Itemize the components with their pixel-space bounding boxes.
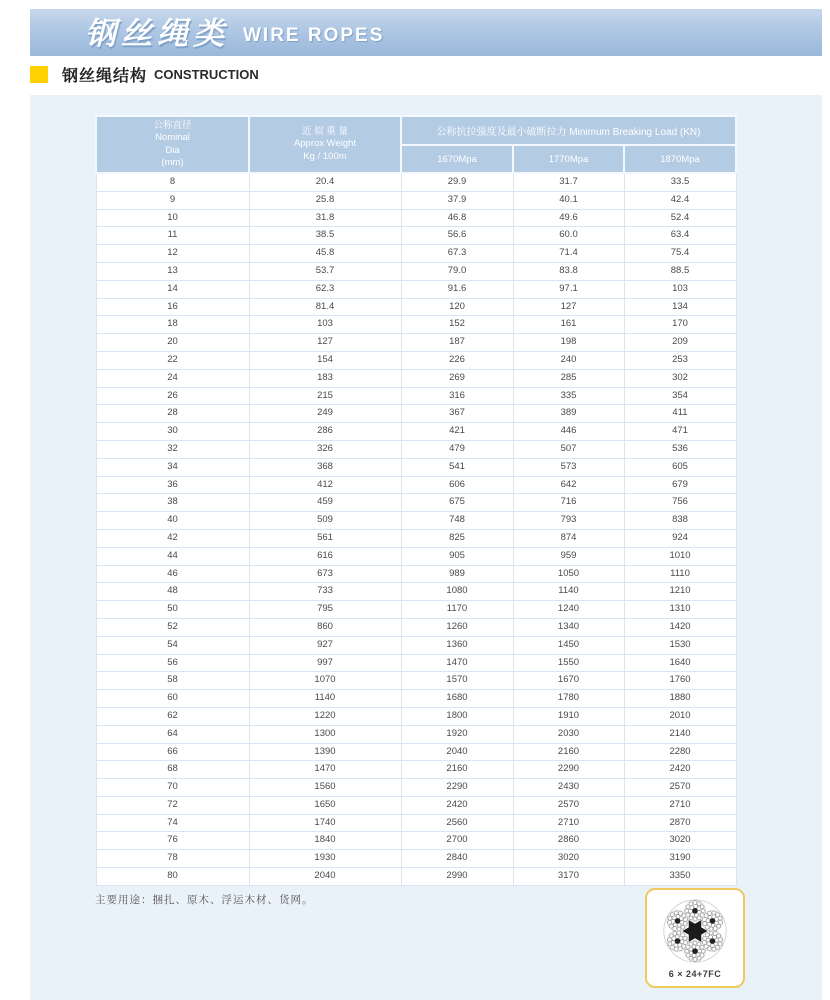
- table-row: [96, 298, 736, 316]
- cell-mbl-1770: 2290: [513, 761, 624, 779]
- cell-nominal-dia: 16: [96, 298, 249, 316]
- cell-nominal-dia: 36: [96, 476, 249, 494]
- cell-mbl-1770: 60.0: [513, 227, 624, 245]
- table-row: [96, 209, 736, 227]
- cell-mbl-1870: 1110: [624, 565, 736, 583]
- cell-mbl-1770: 642: [513, 476, 624, 494]
- cell-mbl-1870: 3190: [624, 850, 736, 868]
- cell-nominal-dia: 30: [96, 423, 249, 441]
- table-row: [96, 423, 736, 441]
- cell-nominal-dia: 18: [96, 316, 249, 334]
- cell-mbl-1870: 1640: [624, 654, 736, 672]
- cell-mbl-1770: 1450: [513, 636, 624, 654]
- cell-mbl-1770: 49.6: [513, 209, 624, 227]
- cell-mbl-1670: 989: [401, 565, 513, 583]
- cell-mbl-1670: 120: [401, 298, 513, 316]
- cell-approx-weight: 1840: [249, 832, 401, 850]
- cell-mbl-1670: 187: [401, 334, 513, 352]
- cell-approx-weight: 509: [249, 512, 401, 530]
- cell-mbl-1670: 675: [401, 494, 513, 512]
- cell-mbl-1770: 1780: [513, 690, 624, 708]
- cell-mbl-1870: 838: [624, 512, 736, 530]
- cell-mbl-1870: 605: [624, 458, 736, 476]
- cell-mbl-1670: 2840: [401, 850, 513, 868]
- table-row: [96, 707, 736, 725]
- page-title-chinese: 钢丝绳类: [85, 16, 229, 51]
- cell-nominal-dia: 44: [96, 547, 249, 565]
- table-row: [96, 529, 736, 547]
- cell-mbl-1870: 42.4: [624, 191, 736, 209]
- cell-approx-weight: 860: [249, 618, 401, 636]
- cell-nominal-dia: 8: [96, 173, 249, 191]
- cell-mbl-1870: 1420: [624, 618, 736, 636]
- page-banner: [30, 9, 822, 56]
- cell-mbl-1870: 52.4: [624, 209, 736, 227]
- table-row: [96, 316, 736, 334]
- cell-nominal-dia: 52: [96, 618, 249, 636]
- cell-mbl-1870: 75.4: [624, 245, 736, 263]
- table-row: [96, 636, 736, 654]
- table-row: [96, 690, 736, 708]
- cell-mbl-1870: 536: [624, 440, 736, 458]
- cell-approx-weight: 1140: [249, 690, 401, 708]
- table-row: [96, 512, 736, 530]
- cell-mbl-1870: 2420: [624, 761, 736, 779]
- cell-mbl-1670: 2990: [401, 868, 513, 886]
- cell-mbl-1770: 507: [513, 440, 624, 458]
- cell-approx-weight: 127: [249, 334, 401, 352]
- cell-nominal-dia: 20: [96, 334, 249, 352]
- cell-approx-weight: 1650: [249, 796, 401, 814]
- cell-mbl-1670: 46.8: [401, 209, 513, 227]
- cell-approx-weight: 997: [249, 654, 401, 672]
- cell-mbl-1670: 316: [401, 387, 513, 405]
- table-row: [96, 868, 736, 886]
- cell-mbl-1670: 56.6: [401, 227, 513, 245]
- cell-mbl-1870: 2870: [624, 814, 736, 832]
- cell-mbl-1670: 226: [401, 351, 513, 369]
- cell-mbl-1770: 2570: [513, 796, 624, 814]
- cell-mbl-1670: 367: [401, 405, 513, 423]
- cell-nominal-dia: 11: [96, 227, 249, 245]
- cell-mbl-1670: 1920: [401, 725, 513, 743]
- cell-approx-weight: 1220: [249, 707, 401, 725]
- cell-mbl-1770: 161: [513, 316, 624, 334]
- rope-construction-box: [645, 888, 745, 988]
- cell-mbl-1670: 91.6: [401, 280, 513, 298]
- cell-mbl-1870: 924: [624, 529, 736, 547]
- cell-mbl-1770: 3170: [513, 868, 624, 886]
- cell-nominal-dia: 13: [96, 262, 249, 280]
- cell-nominal-dia: 58: [96, 672, 249, 690]
- cell-mbl-1670: 79.0: [401, 262, 513, 280]
- cell-approx-weight: 62.3: [249, 280, 401, 298]
- cell-mbl-1870: 253: [624, 351, 736, 369]
- cell-mbl-1770: 716: [513, 494, 624, 512]
- cell-nominal-dia: 40: [96, 512, 249, 530]
- table-header: [96, 116, 736, 173]
- cell-mbl-1770: 2860: [513, 832, 624, 850]
- cell-mbl-1670: 2560: [401, 814, 513, 832]
- cell-nominal-dia: 48: [96, 583, 249, 601]
- cell-mbl-1770: 40.1: [513, 191, 624, 209]
- cell-nominal-dia: 24: [96, 369, 249, 387]
- cell-mbl-1770: 874: [513, 529, 624, 547]
- cell-mbl-1870: 2140: [624, 725, 736, 743]
- cell-approx-weight: 616: [249, 547, 401, 565]
- table-row: [96, 814, 736, 832]
- cell-approx-weight: 25.8: [249, 191, 401, 209]
- cell-mbl-1770: 2160: [513, 743, 624, 761]
- cell-mbl-1870: 354: [624, 387, 736, 405]
- cell-mbl-1770: 83.8: [513, 262, 624, 280]
- cell-mbl-1670: 1800: [401, 707, 513, 725]
- table-row: [96, 476, 736, 494]
- table-row: [96, 601, 736, 619]
- cell-nominal-dia: 68: [96, 761, 249, 779]
- cell-mbl-1770: 1670: [513, 672, 624, 690]
- cell-approx-weight: 45.8: [249, 245, 401, 263]
- cell-mbl-1770: 71.4: [513, 245, 624, 263]
- cell-mbl-1770: 240: [513, 351, 624, 369]
- cell-nominal-dia: 78: [96, 850, 249, 868]
- table-row: [96, 458, 736, 476]
- cell-approx-weight: 368: [249, 458, 401, 476]
- cell-mbl-1770: 198: [513, 334, 624, 352]
- cell-mbl-1670: 479: [401, 440, 513, 458]
- column-header-1870mpa: 1870Mpa: [624, 145, 736, 173]
- cell-nominal-dia: 28: [96, 405, 249, 423]
- table-row: [96, 351, 736, 369]
- cell-mbl-1670: 905: [401, 547, 513, 565]
- cell-mbl-1670: 748: [401, 512, 513, 530]
- column-header-nominal-dia: 公称直径 Nominal Dia (mm): [96, 116, 249, 173]
- cell-mbl-1870: 63.4: [624, 227, 736, 245]
- table-row: [96, 494, 736, 512]
- cell-nominal-dia: 54: [96, 636, 249, 654]
- table-row: [96, 779, 736, 797]
- cell-nominal-dia: 46: [96, 565, 249, 583]
- table-row: [96, 761, 736, 779]
- table-row: [96, 743, 736, 761]
- cell-mbl-1870: 679: [624, 476, 736, 494]
- cell-mbl-1770: 1910: [513, 707, 624, 725]
- cell-mbl-1670: 37.9: [401, 191, 513, 209]
- cell-approx-weight: 38.5: [249, 227, 401, 245]
- table-row: [96, 369, 736, 387]
- cell-mbl-1870: 1310: [624, 601, 736, 619]
- cell-approx-weight: 673: [249, 565, 401, 583]
- cell-mbl-1670: 2290: [401, 779, 513, 797]
- cell-mbl-1770: 1340: [513, 618, 624, 636]
- table-row: [96, 583, 736, 601]
- cell-approx-weight: 1390: [249, 743, 401, 761]
- cell-nominal-dia: 56: [96, 654, 249, 672]
- cell-mbl-1770: 1240: [513, 601, 624, 619]
- column-header-1670mpa: 1670Mpa: [401, 145, 513, 173]
- cell-mbl-1870: 2010: [624, 707, 736, 725]
- cell-mbl-1670: 1170: [401, 601, 513, 619]
- cell-mbl-1870: 411: [624, 405, 736, 423]
- cell-mbl-1770: 573: [513, 458, 624, 476]
- cell-nominal-dia: 74: [96, 814, 249, 832]
- table-row: [96, 654, 736, 672]
- cell-mbl-1870: 756: [624, 494, 736, 512]
- cell-mbl-1670: 29.9: [401, 173, 513, 191]
- cell-approx-weight: 1070: [249, 672, 401, 690]
- cell-nominal-dia: 34: [96, 458, 249, 476]
- cell-approx-weight: 154: [249, 351, 401, 369]
- cell-approx-weight: 459: [249, 494, 401, 512]
- table-row: [96, 725, 736, 743]
- section-title-english: CONSTRUCTION: [154, 66, 259, 82]
- cell-mbl-1870: 3350: [624, 868, 736, 886]
- cell-mbl-1870: 1530: [624, 636, 736, 654]
- cell-mbl-1870: 1210: [624, 583, 736, 601]
- cell-mbl-1670: 1570: [401, 672, 513, 690]
- section-title-chinese: 钢丝绳结构: [62, 67, 148, 85]
- cell-approx-weight: 927: [249, 636, 401, 654]
- cell-mbl-1670: 67.3: [401, 245, 513, 263]
- cell-approx-weight: 183: [249, 369, 401, 387]
- rope-construction-caption: 6 × 24+7FC: [668, 969, 722, 979]
- cell-mbl-1670: 1080: [401, 583, 513, 601]
- cell-nominal-dia: 64: [96, 725, 249, 743]
- table-row: [96, 440, 736, 458]
- cell-mbl-1770: 335: [513, 387, 624, 405]
- cell-approx-weight: 81.4: [249, 298, 401, 316]
- cell-mbl-1870: 209: [624, 334, 736, 352]
- table-row: [96, 405, 736, 423]
- cell-mbl-1770: 1140: [513, 583, 624, 601]
- cell-mbl-1870: 134: [624, 298, 736, 316]
- table-body: [96, 173, 736, 885]
- cell-mbl-1870: 88.5: [624, 262, 736, 280]
- cell-approx-weight: 1470: [249, 761, 401, 779]
- table-row: [96, 280, 736, 298]
- cell-nominal-dia: 42: [96, 529, 249, 547]
- cell-approx-weight: 795: [249, 601, 401, 619]
- table-row: [96, 618, 736, 636]
- cell-mbl-1770: 446: [513, 423, 624, 441]
- cell-approx-weight: 31.8: [249, 209, 401, 227]
- cell-nominal-dia: 26: [96, 387, 249, 405]
- cell-mbl-1770: 3020: [513, 850, 624, 868]
- cell-mbl-1670: 421: [401, 423, 513, 441]
- cell-approx-weight: 1930: [249, 850, 401, 868]
- cell-mbl-1870: 1760: [624, 672, 736, 690]
- table-row: [96, 565, 736, 583]
- table-row: [96, 173, 736, 191]
- cell-approx-weight: 1740: [249, 814, 401, 832]
- cell-approx-weight: 103: [249, 316, 401, 334]
- cell-mbl-1670: 606: [401, 476, 513, 494]
- cell-nominal-dia: 80: [96, 868, 249, 886]
- column-header-breaking-load-group: 公称抗拉强度及最小破断拉力 Minimum Breaking Load (KN): [401, 116, 736, 145]
- cell-mbl-1770: 1550: [513, 654, 624, 672]
- cell-mbl-1770: 127: [513, 298, 624, 316]
- wire-rope-spec-table: [95, 115, 737, 886]
- cell-approx-weight: 412: [249, 476, 401, 494]
- cell-mbl-1770: 1050: [513, 565, 624, 583]
- cell-approx-weight: 733: [249, 583, 401, 601]
- cell-approx-weight: 1560: [249, 779, 401, 797]
- cell-nominal-dia: 62: [96, 707, 249, 725]
- cell-approx-weight: 2040: [249, 868, 401, 886]
- table-row: [96, 191, 736, 209]
- cell-mbl-1870: 103: [624, 280, 736, 298]
- cell-mbl-1870: 3020: [624, 832, 736, 850]
- cell-nominal-dia: 9: [96, 191, 249, 209]
- table-row: [96, 547, 736, 565]
- cell-mbl-1770: 31.7: [513, 173, 624, 191]
- cell-mbl-1770: 793: [513, 512, 624, 530]
- table-row: [96, 850, 736, 868]
- cell-mbl-1870: 2280: [624, 743, 736, 761]
- cell-mbl-1770: 97.1: [513, 280, 624, 298]
- yellow-square-bullet-icon: [30, 66, 48, 83]
- cell-nominal-dia: 66: [96, 743, 249, 761]
- table-row: [96, 672, 736, 690]
- cell-approx-weight: 249: [249, 405, 401, 423]
- cell-nominal-dia: 32: [96, 440, 249, 458]
- cell-mbl-1870: 2570: [624, 779, 736, 797]
- cell-mbl-1770: 2710: [513, 814, 624, 832]
- cell-nominal-dia: 60: [96, 690, 249, 708]
- table-row: [96, 832, 736, 850]
- cell-mbl-1870: 302: [624, 369, 736, 387]
- cell-mbl-1670: 1680: [401, 690, 513, 708]
- table-row: [96, 796, 736, 814]
- cell-nominal-dia: 76: [96, 832, 249, 850]
- cell-nominal-dia: 72: [96, 796, 249, 814]
- cell-approx-weight: 53.7: [249, 262, 401, 280]
- cell-mbl-1670: 1260: [401, 618, 513, 636]
- cell-mbl-1670: 2160: [401, 761, 513, 779]
- cell-nominal-dia: 70: [96, 779, 249, 797]
- cell-approx-weight: 215: [249, 387, 401, 405]
- cell-nominal-dia: 12: [96, 245, 249, 263]
- cell-mbl-1870: 33.5: [624, 173, 736, 191]
- cell-mbl-1670: 152: [401, 316, 513, 334]
- cell-mbl-1670: 2420: [401, 796, 513, 814]
- cell-approx-weight: 1300: [249, 725, 401, 743]
- cell-mbl-1670: 2700: [401, 832, 513, 850]
- cell-nominal-dia: 38: [96, 494, 249, 512]
- table-row: [96, 245, 736, 263]
- cell-mbl-1770: 2030: [513, 725, 624, 743]
- cell-approx-weight: 20.4: [249, 173, 401, 191]
- cell-mbl-1670: 1470: [401, 654, 513, 672]
- cell-mbl-1770: 285: [513, 369, 624, 387]
- column-header-1770mpa: 1770Mpa: [513, 145, 624, 173]
- cell-approx-weight: 326: [249, 440, 401, 458]
- content-panel: [30, 95, 822, 1000]
- cell-mbl-1770: 959: [513, 547, 624, 565]
- cell-mbl-1870: 471: [624, 423, 736, 441]
- cell-mbl-1670: 825: [401, 529, 513, 547]
- cell-approx-weight: 561: [249, 529, 401, 547]
- cell-nominal-dia: 10: [96, 209, 249, 227]
- cell-mbl-1770: 389: [513, 405, 624, 423]
- cell-mbl-1770: 2430: [513, 779, 624, 797]
- table-row: [96, 334, 736, 352]
- main-uses-note: 主要用途：捆扎、原木、浮运木材、货网。: [95, 894, 314, 906]
- cell-nominal-dia: 22: [96, 351, 249, 369]
- cell-mbl-1870: 1010: [624, 547, 736, 565]
- cell-nominal-dia: 14: [96, 280, 249, 298]
- column-header-approx-weight: 近 似 重 量 Approx Weight Kg / 100m: [249, 116, 401, 173]
- cell-mbl-1670: 541: [401, 458, 513, 476]
- cell-mbl-1670: 2040: [401, 743, 513, 761]
- cell-mbl-1670: 1360: [401, 636, 513, 654]
- cell-nominal-dia: 50: [96, 601, 249, 619]
- section-heading: [30, 62, 259, 86]
- table-row: [96, 387, 736, 405]
- cell-approx-weight: 286: [249, 423, 401, 441]
- table-row: [96, 262, 736, 280]
- cell-mbl-1870: 2710: [624, 796, 736, 814]
- wire-rope-cross-section-diagram: [657, 893, 733, 969]
- cell-mbl-1870: 170: [624, 316, 736, 334]
- page-title-english: WIRE ROPES: [243, 25, 385, 46]
- cell-mbl-1670: 269: [401, 369, 513, 387]
- cell-mbl-1870: 1880: [624, 690, 736, 708]
- table-row: [96, 227, 736, 245]
